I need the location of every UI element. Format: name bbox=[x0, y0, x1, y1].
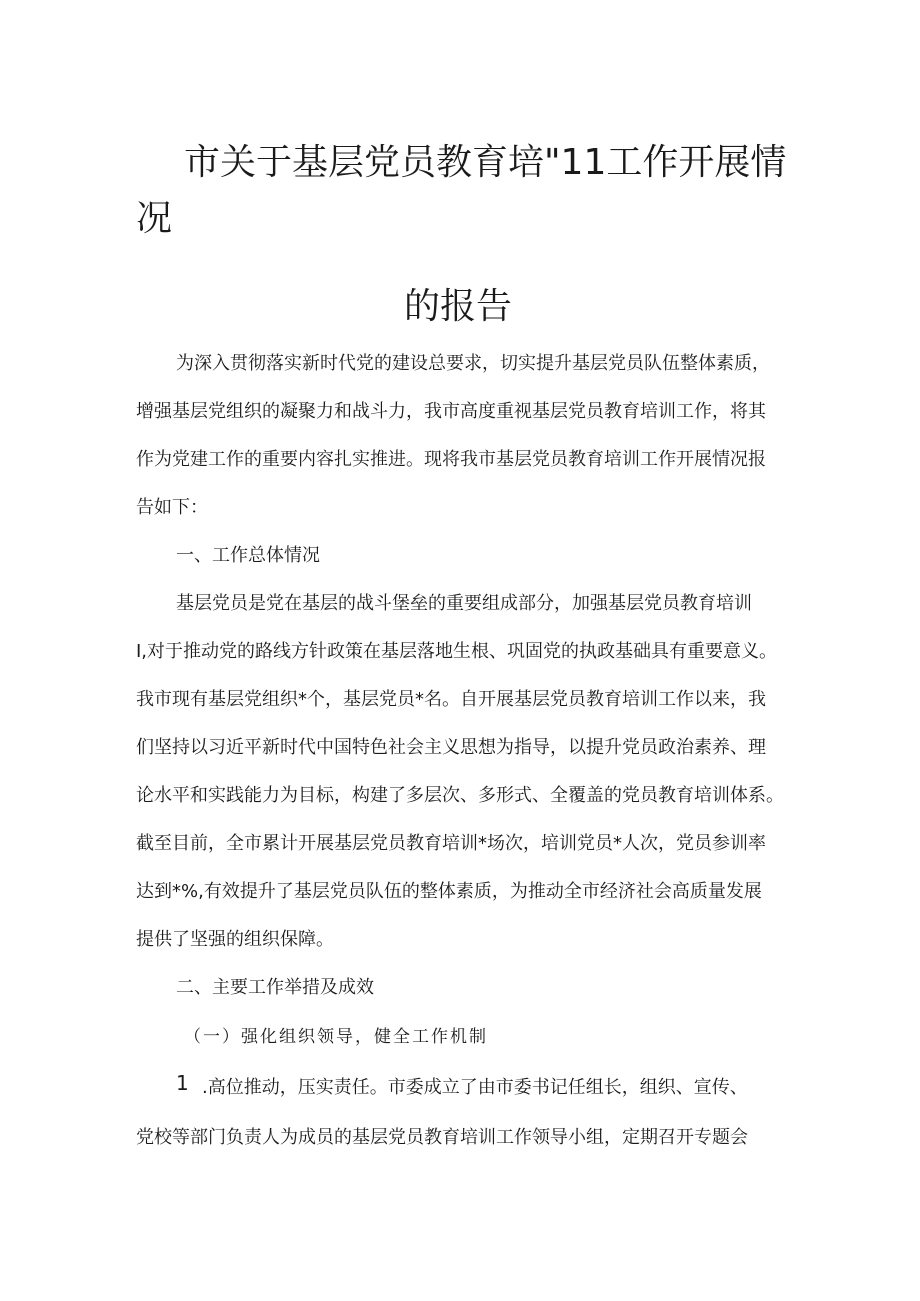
item-1-line-2: 党校等部门负责人为成员的基层党员教育培训工作领导小组，定期召开专题会 bbox=[136, 1127, 748, 1148]
intro-line-2: 增强基层党组织的凝聚力和战斗力，我市高度重视基层党员教育培训工作，将其 bbox=[136, 401, 766, 422]
section-2-subheading: （一）强化组织领导，健全工作机制 bbox=[184, 1027, 488, 1047]
title-line-3: 的报告 bbox=[404, 286, 513, 327]
section-1-line-7: 达到*%,有效提升了基层党员队伍的整体素质，为推动全市经济社会高质量发展 bbox=[136, 881, 762, 902]
section-2-heading: 二、主要工作举措及成效 bbox=[176, 977, 374, 998]
intro-line-3: 作为党建工作的重要内容扎实推进。现将我市基层党员教育培训工作开展情况报 bbox=[136, 449, 766, 470]
title-line-1: 市关于基层党员教育培"11工作开展情 bbox=[184, 142, 787, 183]
section-1-line-8: 提供了坚强的组织保障。 bbox=[136, 929, 334, 950]
section-1-line-3: 我市现有基层党组织*个，基层党员*名。自开展基层党员教育培训工作以来，我 bbox=[136, 689, 766, 710]
section-1-line-5: 论水平和实践能力为目标，构建了多层次、多形式、全覆盖的党员教育培训体系。 bbox=[136, 785, 784, 806]
section-1-line-6: 截至目前，全市累计开展基层党员教育培训*场次，培训党员*人次，党员参训率 bbox=[136, 833, 766, 854]
section-1-heading: 一、工作总体情况 bbox=[176, 545, 320, 566]
section-1-line-4: 们坚持以习近平新时代中国特色社会主义思想为指导，以提升党员政治素养、理 bbox=[136, 737, 766, 758]
intro-line-1: 为深入贯彻落实新时代党的建设总要求，切实提升基层党员队伍整体素质， bbox=[176, 353, 770, 374]
item-1-number: 1 bbox=[176, 1071, 189, 1095]
item-1-line-1: .高位推动，压实责任。市委成立了由市委书记任组长，组织、宣传、 bbox=[202, 1077, 748, 1098]
section-1-line-2: I,对于推动党的路线方针政策在基层落地生根、巩固党的执政基础具有重要意义。 bbox=[136, 641, 778, 662]
title-line-2: 况 bbox=[136, 198, 173, 239]
intro-line-4: 告如下： bbox=[136, 497, 208, 518]
section-1-line-1: 基层党员是党在基层的战斗堡垒的重要组成部分，加强基层党员教育培训 bbox=[176, 593, 752, 614]
